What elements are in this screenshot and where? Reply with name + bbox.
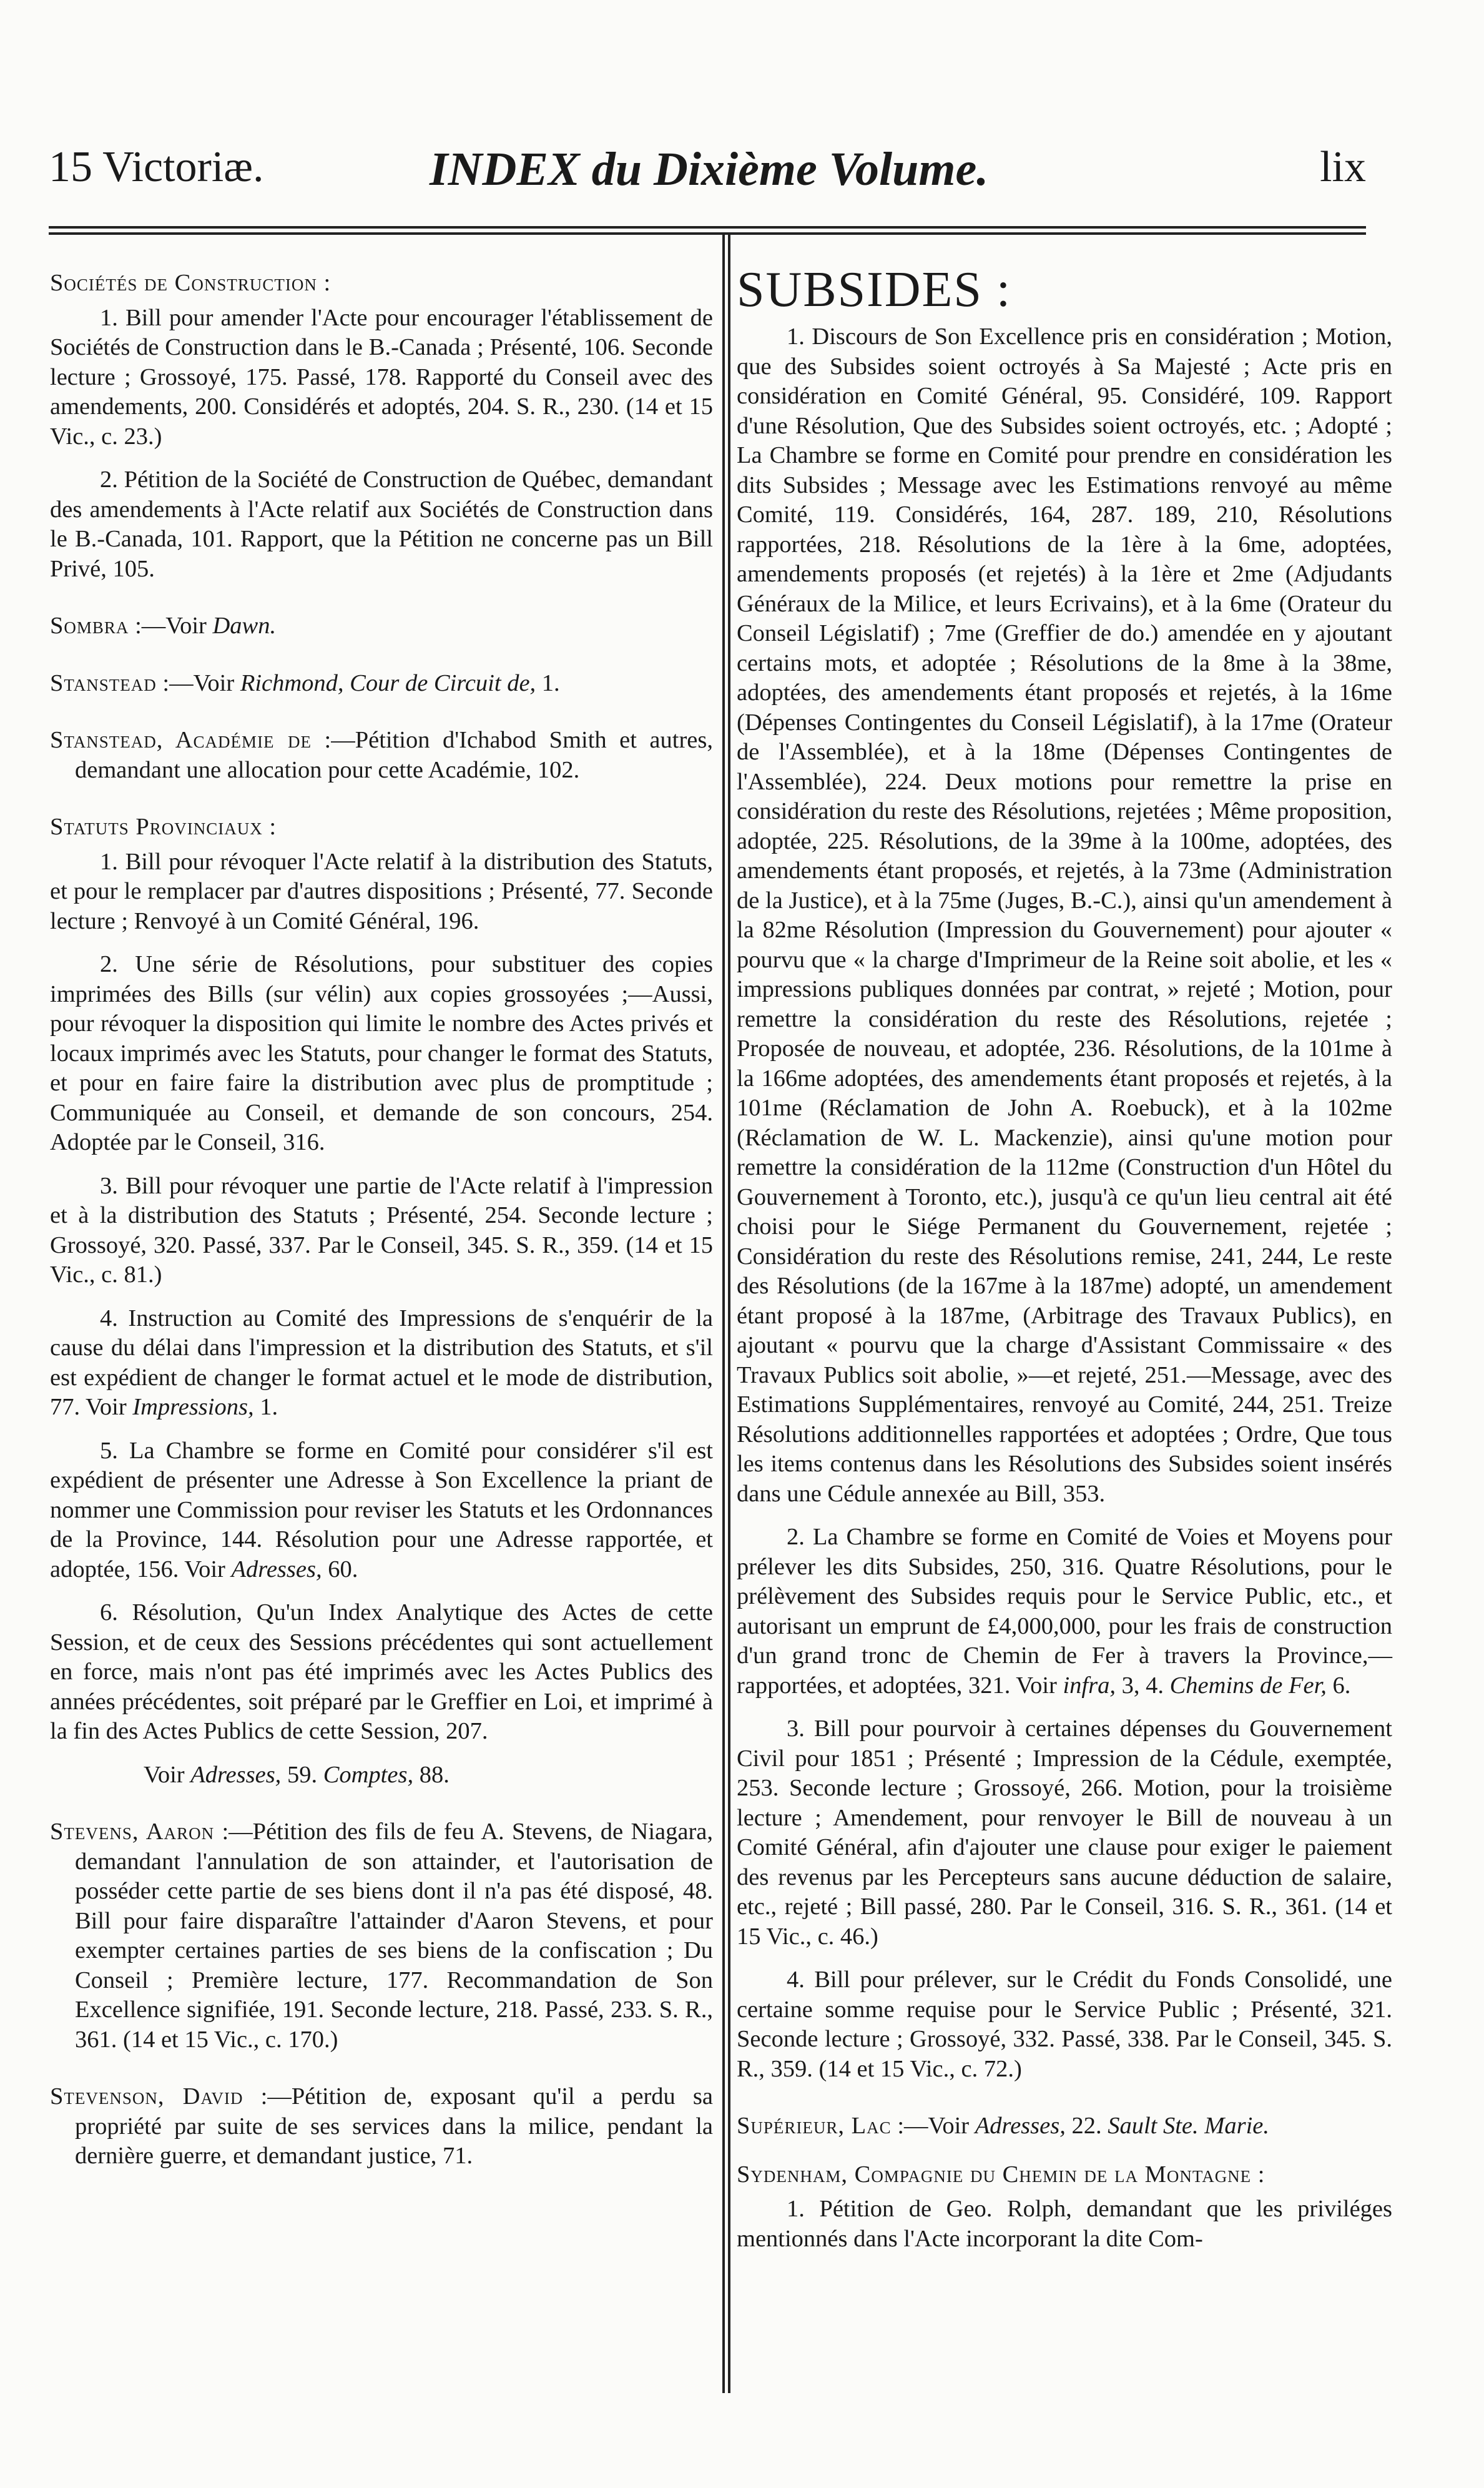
column-divider-right (728, 232, 730, 2393)
entry-item: 3. Bill pour pourvoir à certaines dépenses du Gouvernement Civil pour 1851 ; Présenté ; Impression de la Cédule, exemptée, 253. Seconde lecture ; Grossoyé, 266. Motion, pour la troisième lecture ; Amendement, pour renvoyer le Bill de nouveau à un Comité Général, afin d'ajouter une clause pour exiger le paiement des revenus par les Percepteurs sans aucune déduction de salaire, etc., rejeté ; Bill passé, 280. Par le Conseil, 316. S. R., 361. (14 et 15 Vic., c. 46.) (737, 1715, 1392, 1950)
entry-item: 6. Résolution, Qu'un Index Analytique des Actes de cette Session, et de ceux des Sessions précédentes qui sont actuellement en force, mais n'ont pas été imprimés avec les Actes Publics des années précédentes, soit préparé par le Greffier en Loi, et imprimé à la fin des Actes Publics de cette Session, 207. (50, 1599, 713, 1744)
entry-item: 1. Discours de Son Excellence pris en considération ; Motion, que des Subsides soient octroyés à Sa Majesté ; Acte pris en considération en Comité Général, 95. Considéré, 109. Rapport d'une Résolution, Que des Subsides soient octroyés, etc. ; Adopté ; La Chambre se forme en Comité pour prendre en considération les dits Subsides ; Message avec les Estimations renvoyé au même Comité, 119. Considérés, 164, 287. 189, 210, Résolutions rapportées, 218. Résolutions de la 1ère à la 6me, adoptées, amendements proposés (et rejetés) à la 1ère et 2me (Adjudants Généraux de la Milice, et leurs Ecrivains), et à la 6me (Orateur du Conseil Législatif) ; 7me (Greffier de do.) amendée en y ajoutant certains mots, et adoptée ; Résolutions de la 8me à la 38me, adoptées, des amendements étant proposés et rejetés, à la 16me (Dépenses Contingentes du Conseil Législatif), à la 17me (Orateur de l'Assemblée), et à la 18me (Dépenses Contingentes de l'Assemblée), 224. Deux motions pour remettre la prise en considération du reste des Résolutions, rejetées ; Même proposition, adoptée, 225. Résolutions, de la 39me à la 100me, adoptées, des amendements étant proposés, et rejetés, à la 73me (Administration de la Justice), et à la 75me (Juges, B.-C.), ainsi qu'un amendement à la 82me Résolution (Impression du Gouvernement) pour ajouter « pourvu que « la charge d'Imprimeur de la Reine soit abolie, et les « impressions publiques données par contrat, » rejeté ; Motion, pour remettre la considération du reste des Résolutions, rejetée ; Proposée de nouveau, et adoptée, 236. Résolutions, de la 101me à la 166me adoptées, des amendements étant proposés et rejetés, à la 101me (Réclamation de John A. Roebuck), et à la 102me (Réclamation de W. L. Mackenzie), ainsi qu'une motion pour remettre la considération de la 112me (Construction d'un Hôtel du Gouvernement à Toronto, etc.), jusqu'à ce qu'un lieu central ait été choisi pour le Siége Permanent du Gouvernement, rejetée ; Considération du reste des Résolutions remise, 241, 244, Le reste des Résolutions (de la 167me à la 187me) adopté, un amendement étant proposé à la 187me, (Arbitrage des Travaux Publics), en ajoutant « pourvu que la charge d'Assistant Commissaire « des Travaux Publics soit abolie, »—et rejeté, 251.—Message, avec des Estimations Supplémentaires, renvoyé au Comité, 244, 251. Treize Résolutions additionnelles rapportées et adoptées ; Ordre, Que tous les items contenus dans les Résolutions des Subsides soient insérés dans une Cédule annexée au Bill, 353. (737, 323, 1392, 1507)
cross-reference: Adresses, (190, 1761, 282, 1788)
entry-item: 2. Une série de Résolutions, pour substituer des copies imprimées des Bills (sur vélin) aux copies grossoyées ;—Aussi, pour révoquer la disposition qui limite le nombre des Actes privés et locaux imprimés avec les Statuts, pour changer le format des Statuts, et pour en faire faire la distribution avec plus de promptitude ; Communiquée au Conseil, et demande de son concours, 254. Adoptée par le Conseil, 316. (50, 951, 713, 1155)
entry-page: 6. (1326, 1672, 1351, 1699)
cross-reference: Richmond, Cour de Circuit de, (240, 669, 536, 696)
entry-heading: Statuts Provinciaux : (50, 814, 277, 840)
entry-item (737, 1523, 1392, 1701)
entry-text: :—Voir (156, 669, 240, 696)
see-also-label: Voir (144, 1761, 191, 1788)
entry-item: 1. Bill pour révoquer l'Acte relatif à la distribution des Statuts, et pour le remplacer par d'autres dispositions ; Présenté, 77. Seconde lecture ; Renvoyé à un Comité Général, 196. (50, 848, 713, 934)
entry-page: 1. (536, 669, 560, 696)
left-column (50, 269, 713, 2199)
entry-heading: Sombra (50, 613, 129, 639)
see-also-line (50, 1760, 713, 1790)
entry-text: 2. La Chambre se forme en Comité de Voies et Moyens pour prélever les dits Subsides, 250, 316. Quatre Résolutions, pour le prélèvement des Subsides requis pour le Service Public, etc., et autorisant un emprunt de £4,000,000, pour les frais de construction d'un grand tronc de Chemin de Fer à travers la Province,—rapportées, et adoptées, 321. Voir (737, 1524, 1392, 1699)
entry-item: 3. Bill pour révoquer une partie de l'Acte relatif à l'impression et à la distribution des Statuts ; Présenté, 254. Seconde lecture ; Grossoyé, 320. Passé, 337. Par le Conseil, 345. S. R., 359. (14 et 15 Vic., c. 81.) (50, 1172, 713, 1288)
entry-heading: Sydenham, Compagnie du Chemin de la Montagne : (737, 2161, 1265, 2188)
cross-reference: Impressions, (132, 1394, 254, 1420)
entry-text: :—Pétition d'Ichabod Smith et autres, demandant une allocation pour cette Académie, 102. (75, 727, 713, 783)
entry-text: 4. Instruction au Comité des Impressions de s'enquérir de la cause du délai dans l'impression et la distribution des Statuts, et s'il est expédient de changer le format actuel et le mode de distribution, 77. Voir (50, 1305, 713, 1420)
page-header (49, 142, 1366, 211)
entry-text: :—Pétition de, exposant qu'il a perdu sa propriété par suite de ses services dans la milice, pendant la dernière guerre, et demandant justice, 71. (75, 2083, 714, 2169)
entry-page: 1. (253, 1394, 278, 1420)
index-entry-subsides (737, 261, 1392, 2084)
entry-text: 5. La Chambre se forme en Comité pour considérer s'il est expédient de présenter une Adresse à Son Excellence la priant de nommer une Commission pour reviser les Statuts et les Ordonnances de la Province, 144. Résolution pour une Adresse rapportée, et adoptée, 156. Voir (50, 1437, 713, 1582)
column-divider-left (722, 232, 725, 2393)
cross-reference: infra, (1063, 1672, 1116, 1699)
entry-heading: Stevens, Aaron (50, 1819, 215, 1845)
entry-item: 2. Pétition de la Société de Construction de Québec, demandant des amendements à l'Acte relatif aux Sociétés de Construction dans le B.-Canada, 101. Rapport, que la Pétition ne concerne pas un Bill Privé, 105. (50, 466, 713, 582)
header-rule-top (49, 226, 1366, 229)
entry-page: 3, 4. (1116, 1672, 1170, 1699)
entry-item: 4. Bill pour prélever, sur le Crédit du Fonds Consolidé, une certaine somme requise pour le Service Public ; Présenté, 321. Seconde lecture ; Grossoyé, 332. Passé, 338. Par le Conseil, 345. S. R., 359. (14 et 15 Vic., c. 72.) (737, 1967, 1392, 2082)
entry-item (50, 1436, 713, 1585)
entry-page: 22. (1065, 2113, 1108, 2139)
entry-heading: SUBSIDES : (737, 262, 1012, 317)
running-head-title: INDEX du Dixième Volume. (430, 143, 989, 195)
page-number: lix (1320, 143, 1366, 191)
header-rule-bottom (49, 232, 1366, 235)
cross-reference: Adresses, (231, 1556, 322, 1582)
cross-reference: Adresses, (975, 2113, 1066, 2139)
cross-reference: Comptes, (323, 1761, 414, 1788)
index-entry-stevens (50, 1817, 713, 2055)
entry-text: :—Pétition des fils de feu A. Stevens, de Niagara, demandant l'annulation de son attainder, et l'autorisation de posséder cette partie de ses biens dont il n'a pas été disposé, 48. Bill pour faire disparaître l'attainder d'Aaron Stevens, et pour exempter certaines parties de ses biens de la confiscation ; Du Conseil ; Première lecture, 177. Recommandation de Son Excellence signifiée, 191. Seconde lecture, 218. Passé, 233. S. R., 361. (14 et 15 Vic., c. 170.) (75, 1819, 713, 2053)
cross-reference: Chemins de Fer, (1169, 1672, 1327, 1699)
cross-reference: Sault Ste. Marie. (1108, 2113, 1269, 2139)
running-head-left: 15 Victoriæ. (49, 143, 264, 191)
index-entry-stanstead (50, 669, 713, 699)
entry-heading: Stanstead, Académie de (50, 727, 312, 753)
entry-heading: Supérieur, Lac (737, 2113, 892, 2139)
entry-heading: Sociétés de Construction : (50, 270, 332, 296)
entry-item: 1. Pétition de Geo. Rolph, demandant que les priviléges mentionnés dans l'Acte incorporant la dite Com- (737, 2196, 1392, 2252)
index-entry-superieur (737, 2111, 1392, 2141)
index-entry-societes (50, 269, 713, 584)
entry-text: :—Voir (891, 2113, 975, 2139)
index-entry-stevenson (50, 2082, 713, 2171)
entry-text: :—Voir (129, 613, 213, 639)
entry-page: 60. (322, 1556, 358, 1582)
cross-reference: Dawn. (212, 613, 277, 639)
entry-page: 88. (413, 1761, 450, 1788)
index-entry-statuts (50, 812, 713, 1790)
entry-item (50, 1304, 713, 1423)
index-entry-sombra (50, 611, 713, 641)
index-entry-stanstead-academie (50, 726, 713, 785)
entry-heading: Stevenson, David (50, 2083, 243, 2110)
index-entry-sydenham (737, 2160, 1392, 2254)
entry-page: 59. (281, 1761, 323, 1788)
entry-heading: Stanstead (50, 669, 157, 696)
entry-item: 1. Bill pour amender l'Acte pour encourager l'établissement de Sociétés de Construction dans le B.-Canada ; Présenté, 106. Seconde lecture ; Grossoyé, 175. Passé, 178. Rapporté du Conseil avec des amendements, 200. Considérés et adoptés, 204. S. R., 230. (14 et 15 Vic., c. 23.) (50, 304, 713, 450)
right-column (737, 261, 1392, 2281)
